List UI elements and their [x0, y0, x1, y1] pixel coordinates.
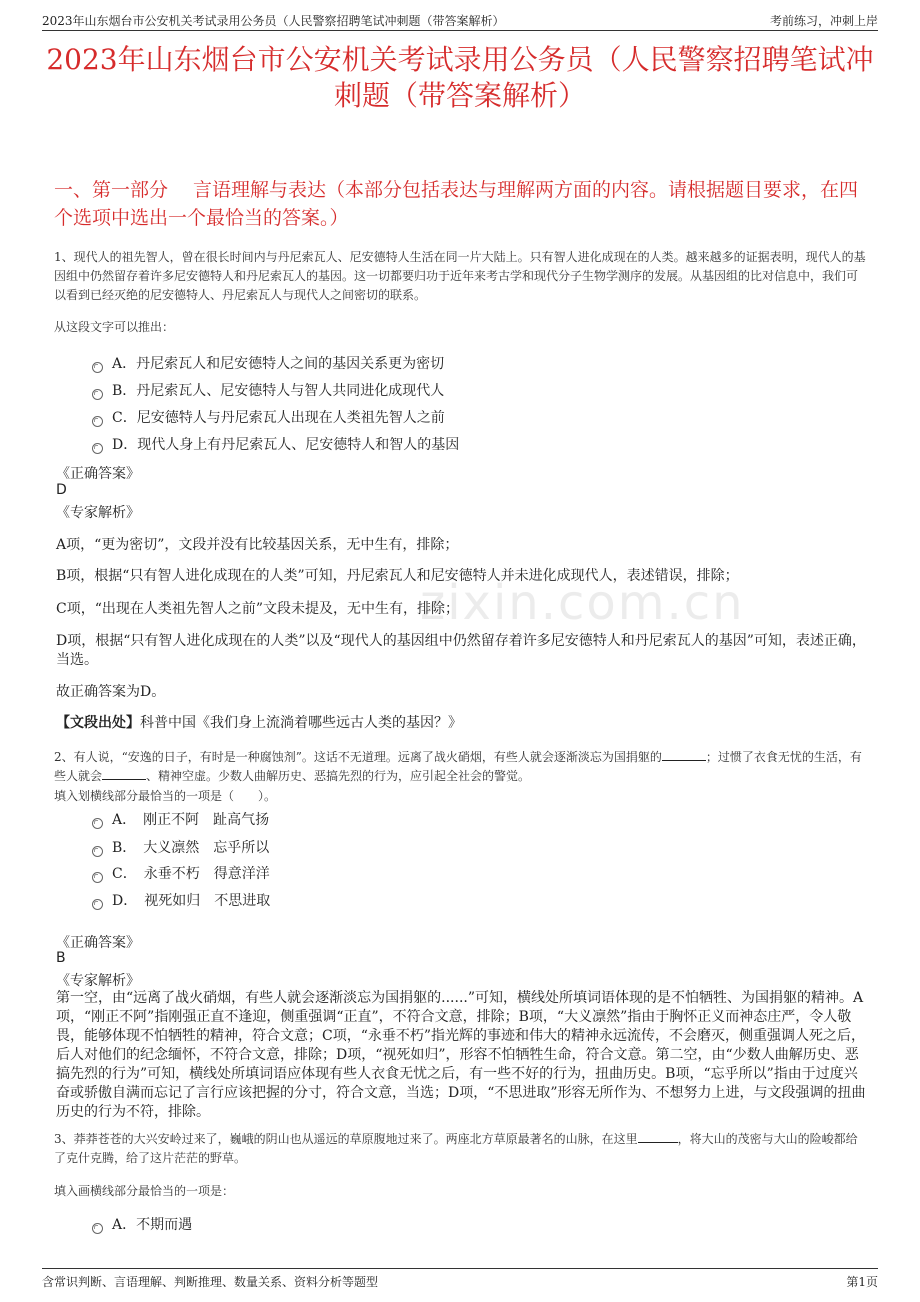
question-3-stem — [54, 1130, 866, 1168]
radio-icon[interactable] — [92, 443, 103, 454]
option-text: B．丹尼索瓦人、尼安德特人与智人共同进化成现代人 — [112, 383, 445, 399]
question-3-prompt: 填入画横线部分最恰当的一项是： — [54, 1184, 235, 1198]
question-1-answer-label: 《正确答案》 — [56, 466, 140, 482]
question-3-option-a[interactable] — [92, 1213, 192, 1235]
question-1-source — [56, 714, 866, 733]
question-1-option-a[interactable] — [92, 352, 444, 374]
radio-icon[interactable] — [92, 872, 103, 883]
option-text: A．不期而遇 — [112, 1217, 193, 1233]
header-slogan: 考前练习，冲刺上岸 — [769, 14, 878, 28]
radio-icon[interactable] — [92, 416, 103, 427]
radio-icon[interactable] — [92, 846, 103, 857]
option-text: B． 大义凛然 忘乎所以 — [112, 840, 270, 856]
question-2-option-d[interactable] — [92, 889, 270, 911]
question-2-answer-label: 《正确答案》 — [56, 935, 140, 951]
question-1-answer: D — [56, 482, 67, 498]
question-2-option-b[interactable] — [92, 836, 269, 858]
footer-topics: 含常识判断、言语理解、判断推理、数量关系、资料分析等题型 — [42, 1275, 379, 1289]
radio-icon[interactable] — [92, 362, 103, 373]
stem-part: 3、莽莽苍苍的大兴安岭过来了，巍峨的阴山也从遥远的草原腹地过来了。两座北方草原最著名的山脉，在这里 — [54, 1132, 638, 1146]
question-1-prompt: 从这段文字可以推出： — [54, 320, 175, 334]
radio-icon[interactable] — [92, 818, 103, 829]
question-1-analysis-a: A项，“更为密切”，文段并没有比较基因关系，无中生有，排除； — [56, 537, 459, 553]
question-1-analysis-label: 《专家解析》 — [56, 505, 140, 521]
question-1-option-d[interactable] — [92, 433, 459, 455]
question-1-analysis-b: B项，根据“只有智人进化成现在的人类”可知，丹尼索瓦人和尼安德特人并未进化成现代人，表述错误，排除； — [56, 568, 739, 584]
section-heading: 一、第一部分 言语理解与表达（本部分包括表达与理解两方面的内容。请根据题目要求，在四个选项中选出一个最恰当的答案。） — [54, 179, 859, 229]
question-2-prompt: 填入划横线部分最恰当的一项是（ ）。 — [54, 789, 277, 803]
question-1-analysis-c: C项，“出现在人类祖先智人之前”文段未提及，无中生有，排除； — [56, 601, 460, 617]
question-2-analysis-label: 《专家解析》 — [56, 973, 140, 989]
stem-part: ，将大山的茂密与大山的险峻都给了克什克腾，给了这片茫茫的野草。 — [54, 1132, 858, 1165]
question-2-analysis: 第一空，由“远离了战火硝烟，有些人就会逐渐淡忘为国捐躯的......”可知，横线处所填词语体现的是不怕牺牲、为国捐躯的精神。A项，“刚正不阿”指刚强正直不逢迎，侧重强调“正直”，不符合文意，排除；B项，“大义凛然”指由于胸怀正义而神态庄严，令人敬畏，能够体现不怕牺牲的精神，符合文意；C项，“永垂不朽”指光辉的事迹和伟大的精神永远流传，不会磨灭，侧重强调人死之后，后人对他们的纪念缅怀，不符合文意，排除；D项，“视死如归”，形容不怕牺牲生命，符合文意。第二空，由“少数人曲解历史、恶搞先烈的行为”可知，横线处所填词语应体现有些人衣食无忧之后，有一些不好的行为，扭曲历史。B项，“忘乎所以”指由于过度兴奋或骄傲自满而忘记了言行应该把握的分寸，符合文意，当选；D项，“不思进取”形容无所作为、不想努力上进，与文段强调的扭曲历史的行为不符，排除。 — [56, 990, 866, 1120]
question-1-stem: 1、现代人的祖先智人，曾在很长时间内与丹尼索瓦人、尼安德特人生活在同一片大陆上。只有智人进化成现在的人类。越来越多的证据表明，现代人的基因组中仍然留存着许多尼安德特人和丹尼索瓦人的基因。这一切都要归功于近年来考古学和现代分子生物学测序的发展。从基因组的比对信息中，我们可以看到已经灭绝的尼安德特人、丹尼索瓦人与现代人之间密切的联系。 — [54, 250, 866, 302]
page-header — [42, 10, 878, 31]
option-text: C． 永垂不朽 得意洋洋 — [112, 866, 270, 882]
option-text: D． 视死如归 不思进取 — [112, 893, 271, 909]
question-1-conclusion: 故正确答案为D。 — [56, 684, 166, 700]
page-number: 第1页 — [846, 1275, 878, 1289]
option-text: D．现代人身上有丹尼索瓦人、尼安德特人和智人的基因 — [112, 437, 460, 453]
stem-part: 、精神空虚。少数人曲解历史、恶搞先烈的行为，应引起全社会的警觉。 — [146, 769, 531, 783]
watermark: zixin.com.cn — [420, 575, 745, 631]
source-label: 【文段出处】 — [56, 715, 140, 731]
radio-icon[interactable] — [92, 389, 103, 400]
question-2-stem — [54, 748, 866, 786]
header-doc-title: 2023年山东烟台市公安机关考试录用公务员（人民警察招聘笔试冲刺题（带答案解析） — [42, 14, 505, 28]
question-2-option-a[interactable] — [92, 808, 269, 830]
fill-blank — [662, 748, 706, 761]
page-footer — [42, 1268, 878, 1291]
fill-blank — [638, 1130, 678, 1143]
question-2-answer: B — [56, 950, 66, 966]
question-2-option-c[interactable] — [92, 862, 270, 884]
option-text: C．尼安德特人与丹尼索瓦人出现在人类祖先智人之前 — [112, 410, 445, 426]
option-text: A． 刚正不阿 趾高气扬 — [112, 812, 270, 828]
question-1-option-c[interactable] — [92, 406, 445, 428]
fill-blank — [102, 767, 146, 780]
question-1-analysis-d: D项，根据“只有智人进化成现在的人类”以及“现代人的基因组中仍然留存着许多尼安德特人和丹尼索瓦人的基因”可知，表述正确，当选。 — [56, 633, 866, 668]
stem-part: 2、有人说，“安逸的日子，有时是一种腐蚀剂”。这话不无道理。远离了战火硝烟，有些人就会逐渐淡忘为国捐躯的 — [54, 750, 662, 764]
page-title: 2023年山东烟台市公安机关考试录用公务员（人民警察招聘笔试冲刺题（带答案解析） — [46, 43, 874, 112]
stem-part: ；过惯了衣食无忧的生活，有些人就会 — [54, 750, 862, 783]
option-text: A．丹尼索瓦人和尼安德特人之间的基因关系更为密切 — [112, 356, 445, 372]
source-text: 科普中国《我们身上流淌着哪些远古人类的基因？》 — [140, 715, 462, 731]
radio-icon[interactable] — [92, 899, 103, 910]
radio-icon[interactable] — [92, 1223, 103, 1234]
question-1-option-b[interactable] — [92, 379, 444, 401]
